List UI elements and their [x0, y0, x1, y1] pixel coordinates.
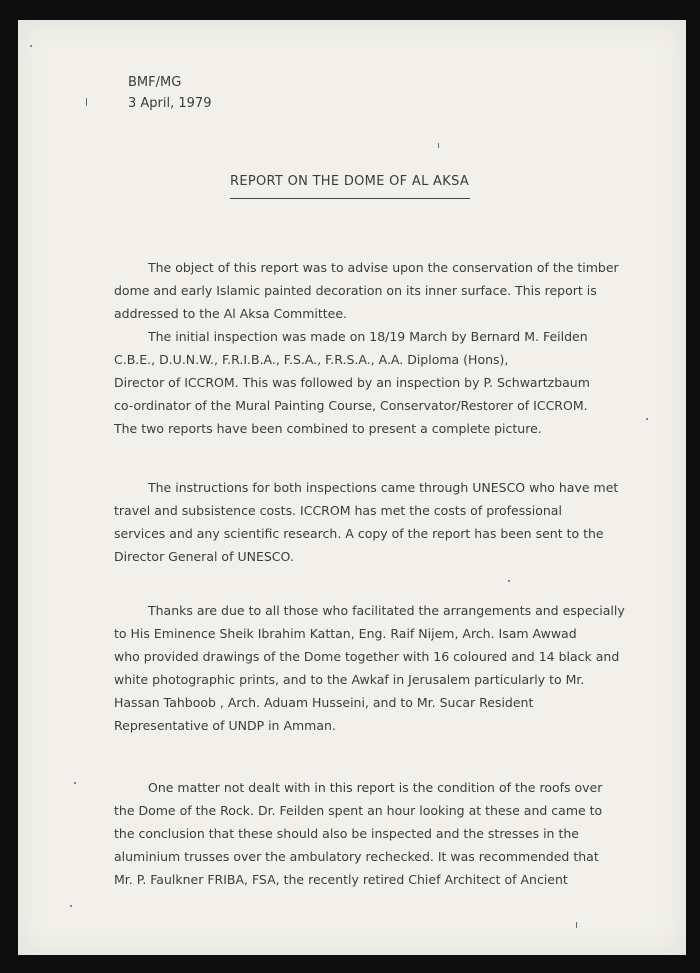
- text-line: who provided drawings of the Dome together with 16 coloured and 14 black and: [114, 649, 620, 664]
- text-line: The two reports have been combined to present a complete picture.: [114, 421, 542, 436]
- text-line: One matter not dealt with in this report is the condition of the roofs over: [148, 780, 603, 795]
- text-line: to His Eminence Sheik Ibrahim Kattan, Eng. Raif Nijem, Arch. Isam Awwad: [114, 626, 577, 641]
- text-line: the Dome of the Rock. Dr. Feilden spent an hour looking at these and came to: [114, 803, 603, 818]
- scan-speck: [438, 143, 439, 148]
- text-line: Director of ICCROM. This was followed by an inspection by P. Schwartzbaum: [114, 375, 590, 390]
- reference-block: [128, 72, 211, 114]
- text-line: The instructions for both inspections came through UNESCO who have met: [148, 480, 619, 495]
- reference-code: BMF/MG: [128, 75, 182, 90]
- text-line: services and any scientific research. A copy of the report has been sent to the: [114, 526, 604, 541]
- text-line: The initial inspection was made on 18/19 March by Bernard M. Feilden: [148, 329, 588, 344]
- paragraph-thanks: [114, 599, 625, 737]
- title-underline: [230, 198, 470, 199]
- text-line: co-ordinator of the Mural Painting Course, Conservator/Restorer of ICCROM.: [114, 398, 588, 413]
- text-line: Director General of UNESCO.: [114, 549, 294, 564]
- paragraph-instructions: [114, 476, 618, 568]
- paragraph-inspection: [114, 325, 590, 440]
- text-line: dome and early Islamic painted decoration on its inner surface. This report is: [114, 283, 597, 298]
- scan-speck: [508, 580, 510, 582]
- scan-speck: [86, 98, 87, 106]
- scan-speck: [646, 418, 648, 420]
- scan-speck: [74, 782, 76, 784]
- paragraph-roofs: [114, 776, 602, 891]
- text-line: Mr. P. Faulkner FRIBA, FSA, the recently retired Chief Architect of Ancient: [114, 872, 568, 887]
- text-line: aluminium trusses over the ambulatory rechecked. It was recommended that: [114, 849, 599, 864]
- reference-date: 3 April, 1979: [128, 96, 212, 111]
- text-line: The object of this report was to advise upon the conservation of the timber: [148, 260, 619, 275]
- text-line: Hassan Tahboob , Arch. Aduam Husseini, and to Mr. Sucar Resident: [114, 695, 534, 710]
- text-line: travel and subsistence costs. ICCROM has met the costs of professional: [114, 503, 562, 518]
- text-line: Representative of UNDP in Amman.: [114, 718, 336, 733]
- scan-speck: [576, 922, 577, 928]
- text-line: white photographic prints, and to the Awkaf in Jerusalem particularly to Mr.: [114, 672, 585, 687]
- paragraph-objective: [114, 256, 619, 325]
- report-title: REPORT ON THE DOME OF AL AKSA: [230, 174, 470, 189]
- text-line: the conclusion that these should also be inspected and the stresses in the: [114, 826, 579, 841]
- text-line: Thanks are due to all those who facilitated the arrangements and especially: [148, 603, 625, 618]
- scan-speck: [30, 45, 32, 47]
- document-page: [18, 20, 686, 955]
- text-line: C.B.E., D.U.N.W., F.R.I.B.A., F.S.A., F.R.S.A., A.A. Diploma (Hons),: [114, 352, 509, 367]
- scan-speck: [70, 905, 72, 907]
- text-line: addressed to the Al Aksa Committee.: [114, 306, 348, 321]
